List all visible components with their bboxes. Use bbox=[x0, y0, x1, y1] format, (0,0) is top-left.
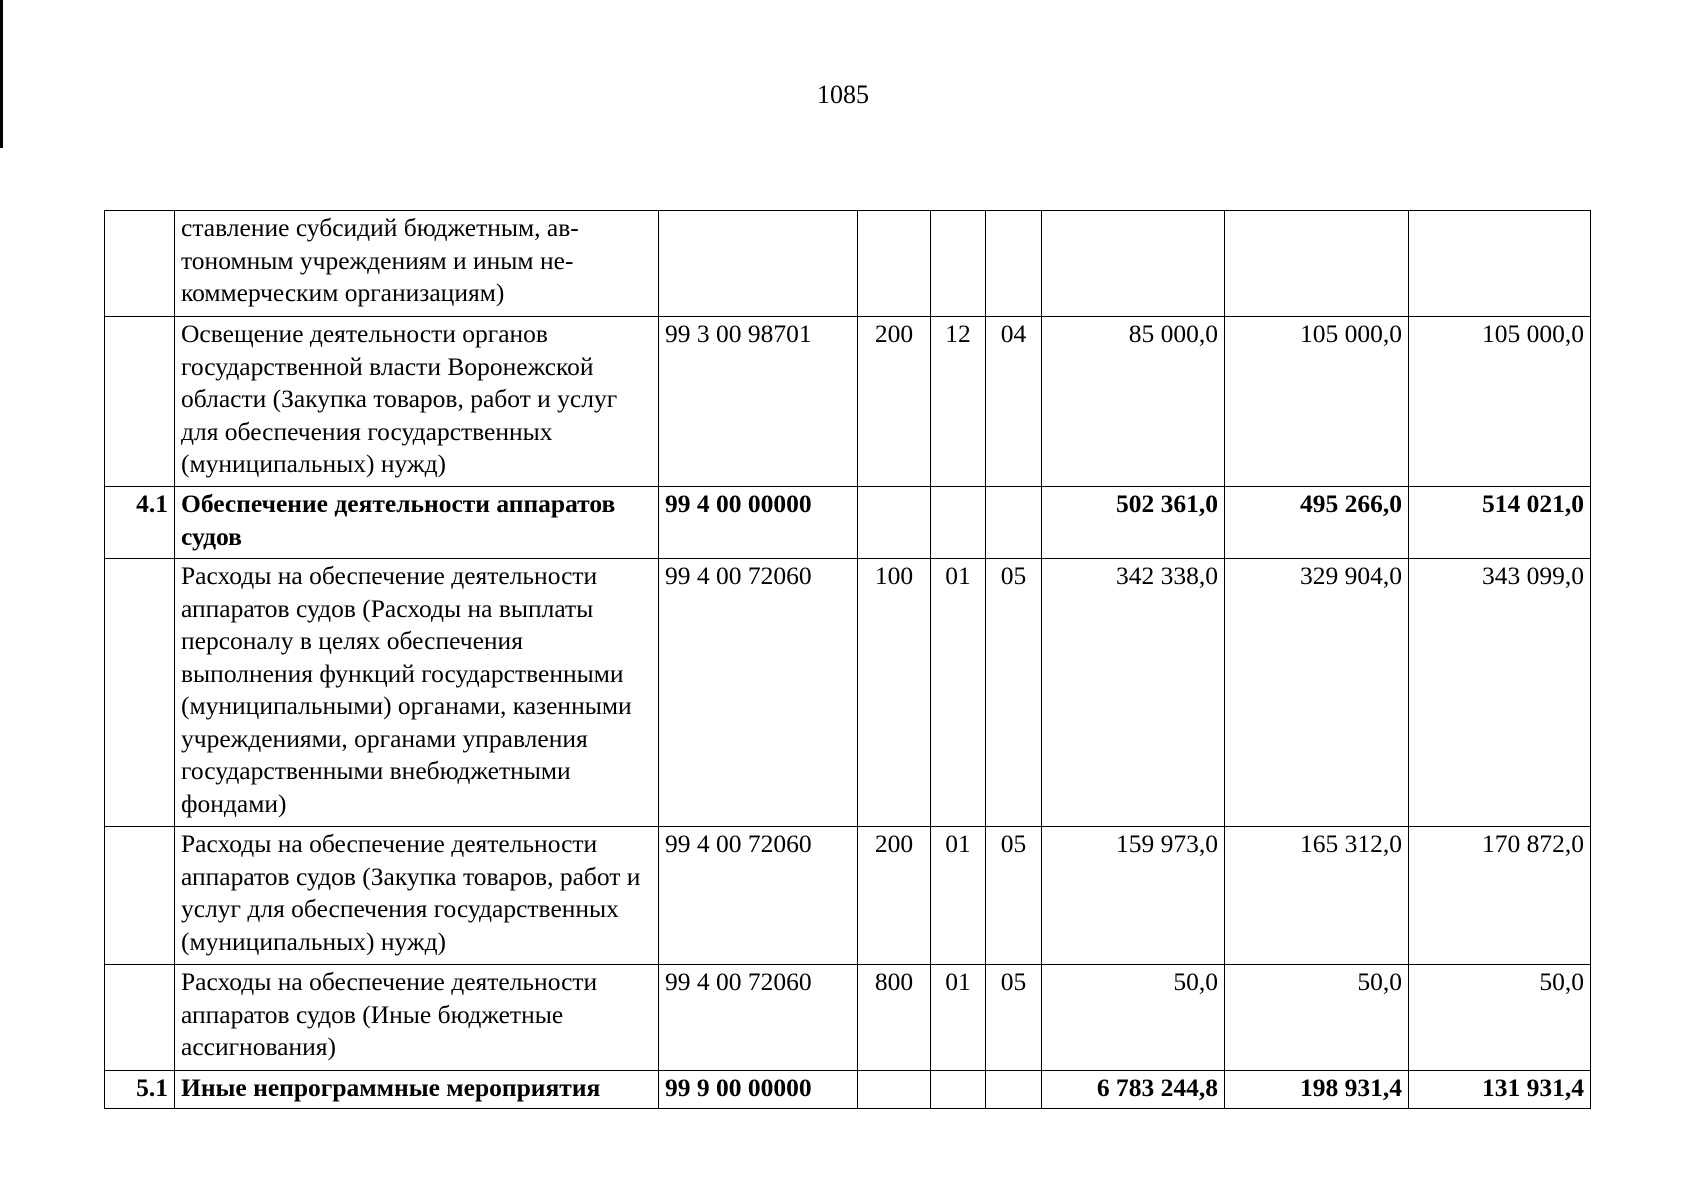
section-code bbox=[931, 487, 986, 559]
row-number bbox=[105, 827, 175, 965]
subsection-code bbox=[986, 1071, 1042, 1109]
table-row bbox=[105, 317, 1591, 487]
row-number bbox=[105, 317, 175, 487]
subsection-code bbox=[986, 211, 1042, 317]
subsection-code: 05 bbox=[986, 965, 1042, 1071]
expense-type-code: 200 bbox=[858, 317, 931, 487]
program-code: 99 4 00 72060 bbox=[659, 965, 858, 1071]
program-code: 99 9 00 00000 bbox=[659, 1071, 858, 1109]
section-code: 01 bbox=[931, 965, 986, 1071]
amount-year-1: 50,0 bbox=[1042, 965, 1225, 1071]
expense-name: Расходы на обеспечение деятельности аппаратов судов (Расходы на выплаты персоналу в целях обеспечения выполнения функций государственными (муниципальными) органами, казенными учреждениями, органами управления государственными внебюджетными фондами) bbox=[175, 559, 659, 827]
subsection-code: 05 bbox=[986, 827, 1042, 965]
amount-year-1 bbox=[1042, 211, 1225, 317]
subsection-code bbox=[986, 487, 1042, 559]
expense-type-code: 100 bbox=[858, 559, 931, 827]
program-code: 99 4 00 00000 bbox=[659, 487, 858, 559]
amount-year-1: 85 000,0 bbox=[1042, 317, 1225, 487]
section-code: 01 bbox=[931, 559, 986, 827]
amount-year-3: 50,0 bbox=[1409, 965, 1591, 1071]
scan-edge-mark bbox=[0, 0, 3, 148]
program-code bbox=[659, 211, 858, 317]
expense-name: Освещение деятельности органов государственной власти Воронежской области (Закупка товаров, работ и услуг для обеспечения государственных (муниципальных) нужд) bbox=[175, 317, 659, 487]
subsection-code: 04 bbox=[986, 317, 1042, 487]
expense-type-code bbox=[858, 211, 931, 317]
amount-year-1: 6 783 244,8 bbox=[1042, 1071, 1225, 1109]
expense-name: Расходы на обеспечение деятельности аппаратов судов (Иные бюджетные ассигнования) bbox=[175, 965, 659, 1071]
table-row bbox=[105, 827, 1591, 965]
subsection-code: 05 bbox=[986, 559, 1042, 827]
amount-year-3 bbox=[1409, 211, 1591, 317]
section-code bbox=[931, 211, 986, 317]
amount-year-3: 170 872,0 bbox=[1409, 827, 1591, 965]
row-number bbox=[105, 559, 175, 827]
section-code: 01 bbox=[931, 827, 986, 965]
row-number: 5.1 bbox=[105, 1071, 175, 1109]
table-row-subtotal bbox=[105, 1071, 1591, 1109]
table-row bbox=[105, 211, 1591, 317]
amount-year-3: 514 021,0 bbox=[1409, 487, 1591, 559]
amount-year-1: 159 973,0 bbox=[1042, 827, 1225, 965]
amount-year-1: 502 361,0 bbox=[1042, 487, 1225, 559]
section-code: 12 bbox=[931, 317, 986, 487]
program-code: 99 4 00 72060 bbox=[659, 827, 858, 965]
expense-type-code bbox=[858, 487, 931, 559]
row-number bbox=[105, 211, 175, 317]
expense-type-code: 200 bbox=[858, 827, 931, 965]
row-number bbox=[105, 965, 175, 1071]
amount-year-2: 165 312,0 bbox=[1225, 827, 1409, 965]
row-number: 4.1 bbox=[105, 487, 175, 559]
section-code bbox=[931, 1071, 986, 1109]
amount-year-3: 343 099,0 bbox=[1409, 559, 1591, 827]
amount-year-3: 105 000,0 bbox=[1409, 317, 1591, 487]
expense-name: Иные непрограммные мероприятия bbox=[175, 1071, 659, 1109]
page-number: 1085 bbox=[817, 80, 869, 109]
budget-table bbox=[104, 210, 1591, 1109]
expense-name: Расходы на обеспечение деятельности аппаратов судов (Закупка товаров, работ и услуг для обеспечения государственных (муниципальных) нужд) bbox=[175, 827, 659, 965]
amount-year-2: 329 904,0 bbox=[1225, 559, 1409, 827]
expense-name: Обеспечение деятельности аппаратов судов bbox=[175, 487, 659, 559]
table-row bbox=[105, 559, 1591, 827]
expense-type-code: 800 bbox=[858, 965, 931, 1071]
amount-year-3: 131 931,4 bbox=[1409, 1071, 1591, 1109]
amount-year-2: 198 931,4 bbox=[1225, 1071, 1409, 1109]
amount-year-2: 50,0 bbox=[1225, 965, 1409, 1071]
table-row bbox=[105, 965, 1591, 1071]
expense-type-code bbox=[858, 1071, 931, 1109]
amount-year-1: 342 338,0 bbox=[1042, 559, 1225, 827]
program-code: 99 3 00 98701 bbox=[659, 317, 858, 487]
amount-year-2 bbox=[1225, 211, 1409, 317]
table-row-subtotal bbox=[105, 487, 1591, 559]
amount-year-2: 105 000,0 bbox=[1225, 317, 1409, 487]
amount-year-2: 495 266,0 bbox=[1225, 487, 1409, 559]
program-code: 99 4 00 72060 bbox=[659, 559, 858, 827]
expense-name: ставление субсидий бюджетным, ав-тономным учреждениям и иным не-коммерческим организациям) bbox=[175, 211, 659, 317]
